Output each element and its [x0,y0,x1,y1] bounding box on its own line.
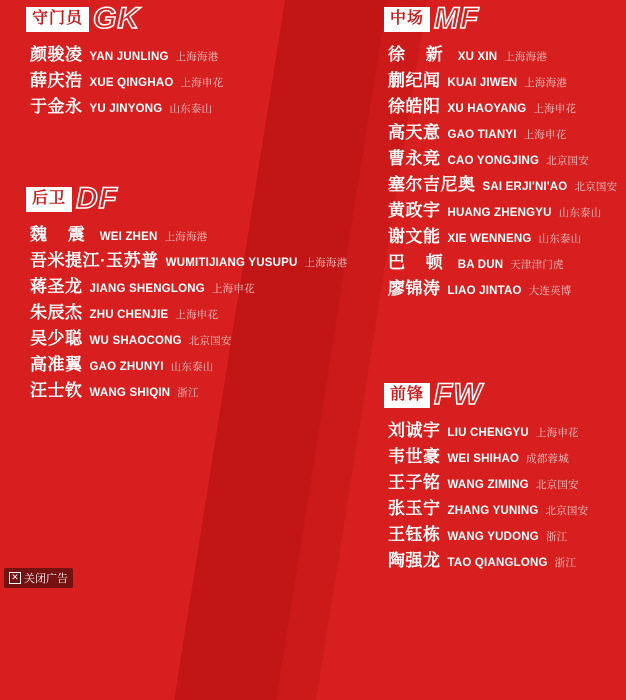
player-name-cn: 蒯纪闻 [388,71,441,90]
player-row [30,220,347,246]
close-ad-label: 关闭广告 [24,573,68,585]
player-name-cn: 蒋圣龙 [30,277,83,296]
section-header-gk [26,4,223,34]
player-club: 山东泰山 [538,233,582,245]
player-name-cn: 魏 震 [30,225,93,244]
player-name-en: ZHU CHENJIE [89,309,169,321]
player-name-en: HUANG ZHENGYU [447,207,552,219]
player-row [30,66,223,92]
player-name-en: WU SHAOCONG [89,335,182,347]
player-club: 上海申花 [175,309,219,321]
player-name-en: WEI ZHEN [99,231,158,243]
player-name-en: LIU CHENGYU [447,427,529,439]
player-row [388,92,617,118]
player-row [388,170,617,196]
player-name-en: CAO YONGJING [447,155,540,167]
player-list-gk [26,40,223,118]
player-club: 浙江 [554,557,577,569]
close-icon: ✕ [9,572,21,584]
player-club: 浙江 [177,387,199,399]
player-row [388,144,617,170]
player-row [30,376,347,402]
section-header-df [26,184,347,214]
section-midfielders [384,4,617,300]
player-name-en: XU HAOYANG [447,103,527,115]
player-name-en: JIANG SHENGLONG [89,283,205,295]
player-club: 北京国安 [574,181,618,193]
player-club: 上海海港 [175,51,219,63]
player-name-cn: 巴 顿 [388,253,451,272]
player-row [388,494,588,520]
player-name-en: ZHANG YUNING [447,505,539,517]
section-tag-gk: 守门员 [26,7,89,32]
player-name-en: YU JINYONG [89,103,163,115]
player-name-cn: 颜骏凌 [30,45,83,64]
section-tag-fw: 前锋 [384,383,430,408]
player-row [30,246,347,272]
player-club: 上海申花 [523,129,567,141]
player-row [30,40,223,66]
player-name-en: WEI SHIHAO [447,453,520,465]
player-name-cn: 廖锦涛 [388,279,441,298]
close-ad-button[interactable] [4,568,73,588]
player-name-en: LIAO JINTAO [447,285,522,297]
player-name-en: XU XIN [457,51,498,63]
player-row [388,222,617,248]
section-abbr-df: DF [76,182,119,215]
section-tag-mf: 中场 [384,7,430,32]
player-row [388,248,617,274]
player-row [388,416,588,442]
player-name-cn: 于金永 [30,97,83,116]
player-club: 山东泰山 [558,207,602,219]
player-name-cn: 高准翼 [30,355,83,374]
section-abbr-gk: GK [93,2,141,35]
player-name-cn: 吴少聪 [30,329,83,348]
player-name-en: SAI ERJI'NI'AO [482,181,568,193]
player-name-en: WANG SHIQIN [89,387,171,399]
player-name-cn: 高天意 [388,123,441,142]
player-row [30,272,347,298]
player-name-cn: 汪士钦 [30,381,83,400]
player-name-en: GAO ZHUNYI [89,361,164,373]
player-club: 北京国安 [546,155,589,167]
player-name-en: KUAI JIWEN [447,77,518,89]
player-name-en: WANG ZIMING [447,479,529,491]
player-name-en: GAO TIANYI [447,129,517,141]
player-name-cn: 吾米提江·玉苏普 [30,251,159,270]
player-name-en: XIE WENNENG [447,233,532,245]
section-abbr-mf: MF [434,2,480,35]
player-name-cn: 朱辰杰 [30,303,83,322]
player-club: 山东泰山 [170,361,214,373]
player-name-cn: 韦世豪 [388,447,441,466]
player-name-cn: 徐 新 [388,45,451,64]
player-name-en: WUMITIJIANG YUSUPU [165,257,298,269]
section-tag-df: 后卫 [26,187,72,212]
player-row [388,546,588,572]
player-row [388,118,617,144]
player-club: 山东泰山 [169,103,213,115]
player-name-en: BA DUN [457,259,504,271]
player-name-cn: 陶强龙 [388,551,441,570]
player-row [30,92,223,118]
player-name-cn: 王钰栋 [388,525,441,544]
player-name-en: WANG YUDONG [447,531,539,543]
player-row [388,442,588,468]
player-name-cn: 谢文能 [388,227,441,246]
player-name-cn: 薛庆浩 [30,71,83,90]
section-defenders [26,184,347,402]
player-name-cn: 塞尔吉尼奥 [388,175,476,194]
player-club: 上海申花 [535,427,579,439]
player-row [388,196,617,222]
player-name-cn: 刘诚宇 [388,421,441,440]
player-row [388,66,617,92]
player-row [388,468,588,494]
player-club: 上海申花 [180,77,224,89]
player-list-mf [384,40,617,300]
player-club: 大连英博 [528,285,572,297]
player-club: 上海申花 [211,283,255,295]
section-header-mf [384,4,617,34]
player-club: 浙江 [545,531,568,543]
player-club: 天津津门虎 [510,259,564,271]
player-row [30,324,347,350]
player-row [388,274,617,300]
player-club: 北京国安 [545,505,589,517]
player-name-cn: 张玉宁 [388,499,441,518]
player-name-cn: 曹永竞 [388,149,441,168]
player-list-df [26,220,347,402]
section-header-fw [384,380,588,410]
section-forwards [384,380,588,572]
player-name-cn: 黄政宇 [388,201,441,220]
player-row [388,40,617,66]
player-club: 上海海港 [304,257,348,269]
player-club: 北京国安 [535,479,579,491]
player-name-cn: 徐皓阳 [388,97,441,116]
player-name-en: TAO QIANGLONG [447,557,548,569]
player-club: 成都蓉城 [526,453,569,465]
player-row [388,520,588,546]
player-club: 北京国安 [188,335,232,347]
player-club: 上海海港 [164,231,208,243]
section-abbr-fw: FW [434,378,483,411]
player-name-en: XUE QINGHAO [89,77,174,89]
player-club: 上海申花 [533,103,577,115]
player-row [30,350,347,376]
player-club: 上海海港 [524,77,568,89]
player-club: 上海海港 [504,51,548,63]
player-row [30,298,347,324]
section-goalkeepers [26,4,223,118]
player-name-en: YAN JUNLING [89,51,169,63]
player-name-cn: 王子铭 [388,473,441,492]
player-list-fw [384,416,588,572]
